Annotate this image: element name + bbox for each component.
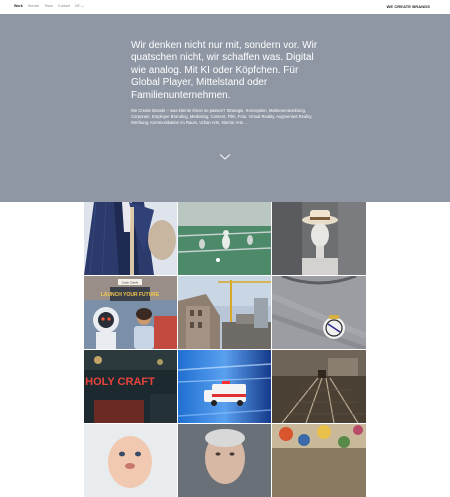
top-navigation-bar (0, 0, 450, 14)
tile-elderly-man[interactable] (178, 424, 271, 497)
hat-mannequin-image (272, 202, 366, 275)
hero-description: We Create Brands – was könnte Ihnen so passen? Strategie, Konzeption, Markenentwicklung, Corporate, Employer Branding, Marketing, Content, Film, Foto, Virtual Reality, Augmented Reality, Werbung, Kommunikation im Raum, Urban Arts, Interior Arts ... (131, 108, 313, 125)
launch-small-text: Code Chiefs (121, 280, 139, 285)
holy-craft-text: HOLY CRAFT (85, 376, 155, 388)
tile-construction-crane[interactable] (178, 276, 271, 349)
tile-food-stalls[interactable] (272, 424, 366, 497)
launch-your-future-image (84, 276, 177, 349)
food-stalls-image (272, 424, 366, 497)
tile-baby[interactable] (84, 424, 177, 497)
tile-holy-craft[interactable] (84, 350, 177, 423)
nav-item-work[interactable]: Work (14, 4, 23, 8)
tile-ambulance[interactable] (178, 350, 271, 423)
hero-headline: Wir denken nicht nur mit, sondern vor. Wir quatschen nicht, wir schaffen was. Digital wie analog. Mit KI oder Köpfchen. Für Global Player, Mittelstand oder Familienunternehmen. (131, 40, 318, 101)
tile-hat-mannequin[interactable] (272, 202, 366, 275)
project-gallery (84, 202, 366, 450)
tile-launch-your-future[interactable] (84, 276, 177, 349)
chevron-down-icon (219, 153, 231, 161)
chevron-down-icon (81, 5, 84, 8)
nav-item-team[interactable]: Team (44, 4, 53, 8)
ambulance-image (178, 350, 271, 423)
tile-table-football[interactable] (178, 202, 271, 275)
tile-real-madrid-jersey[interactable] (272, 276, 366, 349)
nav-item-service[interactable]: Service (27, 4, 40, 8)
language-label: DE (74, 4, 80, 8)
tile-railway-tracks[interactable] (272, 350, 366, 423)
real-madrid-jersey-image (272, 276, 366, 349)
elderly-man-image (178, 424, 271, 497)
table-football-image (178, 202, 271, 275)
language-switcher[interactable] (75, 4, 84, 9)
main-nav (14, 4, 84, 9)
railway-tracks-image (272, 350, 366, 423)
nav-item-contact[interactable]: Contact (57, 4, 70, 8)
launch-your-future-text: LAUNCH YOUR FUTURE (100, 292, 160, 298)
baby-image (84, 424, 177, 497)
brand-logo[interactable]: WE CREATE BRANDS (386, 4, 430, 9)
construction-crane-image (178, 276, 271, 349)
hero-section (0, 14, 450, 202)
tailor-suit-image (84, 202, 177, 275)
scroll-down-button[interactable] (219, 148, 231, 156)
tile-tailor-suit[interactable] (84, 202, 177, 275)
holy-craft-image (84, 350, 177, 423)
